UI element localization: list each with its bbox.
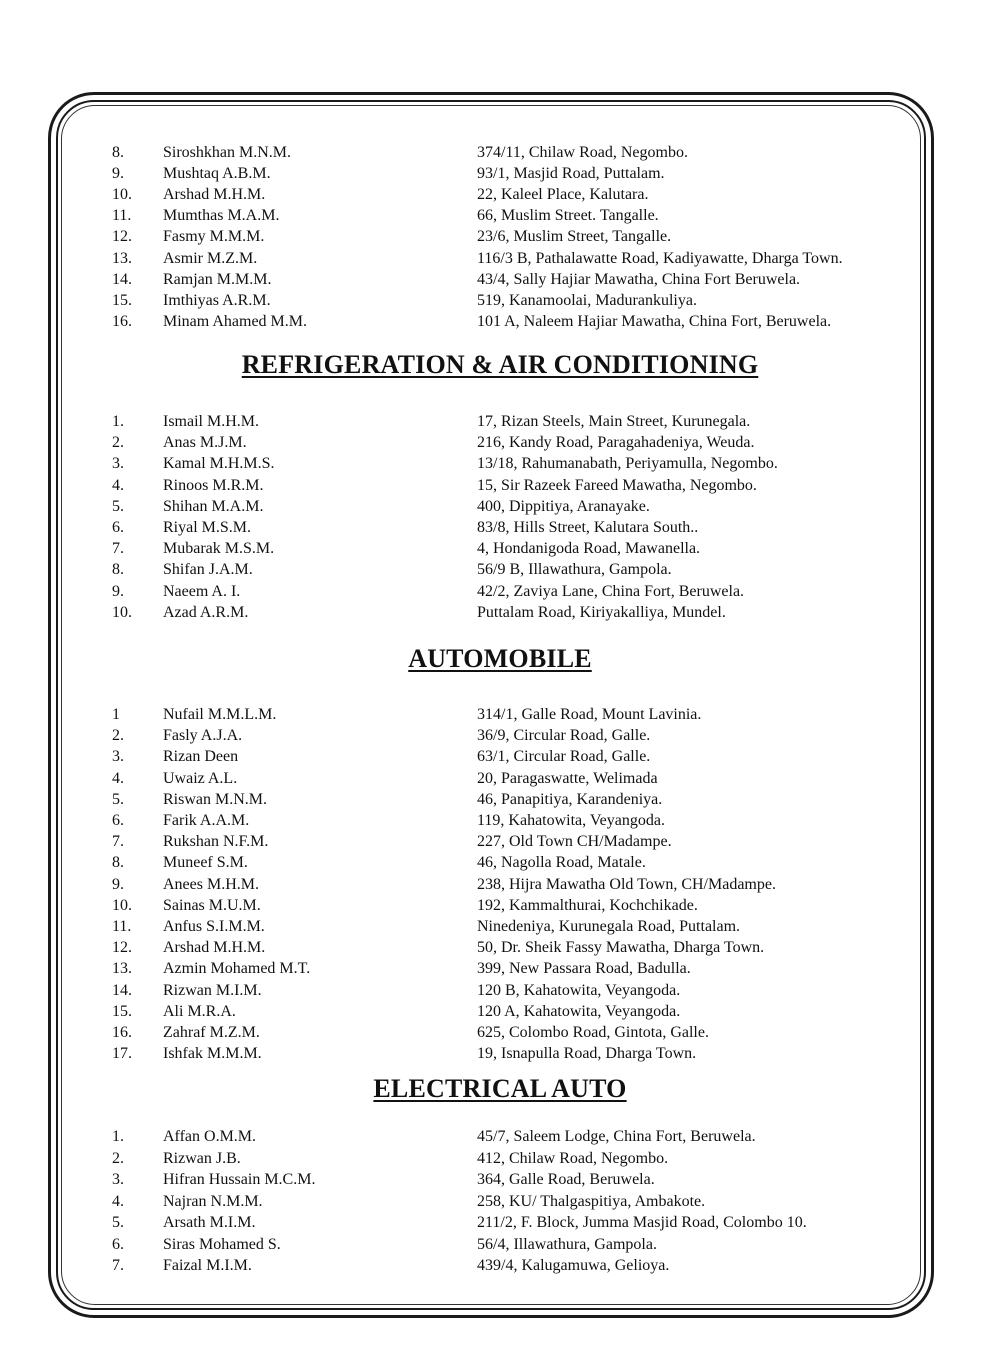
entry-number: 16. — [112, 1024, 132, 1041]
entry-address: 66, Muslim Street. Tangalle. — [477, 207, 659, 225]
list-item — [0, 517, 1000, 538]
list-item — [0, 916, 1000, 937]
entry-number: 10. — [112, 603, 132, 621]
entry-address: 56/4, Illawathura, Gampola. — [477, 1235, 657, 1253]
entry-address: 364, Galle Road, Beruwela. — [477, 1171, 655, 1188]
list-item — [0, 475, 1000, 496]
list-item — [0, 226, 1000, 247]
entry-number: 4. — [112, 769, 124, 787]
entry-number: 14. — [112, 270, 132, 288]
entry-address: 4, Hondanigoda Road, Mawanella. — [477, 540, 701, 558]
entry-number: 2. — [112, 434, 124, 452]
entry-address: 50, Dr. Sheik Fassy Mawatha, Dharga Town. — [477, 939, 765, 957]
entry-name: Affan O.M.M. — [163, 1128, 257, 1145]
list-item — [0, 704, 1000, 725]
list-item — [0, 453, 1000, 474]
list-item — [0, 958, 1000, 979]
list-item — [0, 538, 1000, 559]
entry-number: 6. — [112, 1235, 124, 1253]
entry-number: 3. — [112, 748, 124, 766]
entry-name: Rizwan M.I.M. — [163, 981, 262, 999]
entry-address: 216, Kandy Road, Paragahadeniya, Weuda. — [477, 434, 755, 452]
list-item — [0, 432, 1000, 453]
entry-name: Asmir M.Z.M. — [163, 249, 258, 267]
entry-address: 211/2, F. Block, Jumma Masjid Road, Colombo 10. — [477, 1214, 807, 1231]
entry-address: 83/8, Hills Street, Kalutara South.. — [477, 519, 699, 536]
entry-number: 15. — [112, 1002, 132, 1020]
entry-name: Farik A.A.M. — [163, 812, 250, 829]
entry-name: Anfus S.I.M.M. — [163, 918, 265, 935]
entry-address: 400, Dippitiya, Aranayake. — [477, 497, 650, 515]
list-item — [0, 1001, 1000, 1022]
list-item — [0, 895, 1000, 916]
entry-address: 314/1, Galle Road, Mount Lavinia. — [477, 706, 702, 723]
entry-number: 15. — [112, 291, 132, 309]
entry-name: Fasly A.J.A. — [163, 727, 243, 745]
entry-name: Riswan M.N.M. — [163, 790, 268, 808]
list-item — [0, 852, 1000, 873]
entry-number: 9. — [112, 875, 124, 893]
entry-name: Azmin Mohamed M.T. — [163, 960, 311, 978]
entry-address: 120 A, Kahatowita, Veyangoda. — [477, 1002, 681, 1020]
entry-number: 10. — [112, 186, 132, 204]
list-item — [0, 768, 1000, 789]
entry-name: Mushtaq A.B.M. — [163, 165, 271, 183]
list-item — [0, 1022, 1000, 1043]
list-item — [0, 831, 1000, 852]
entry-name: Anees M.H.M. — [163, 875, 259, 893]
entry-name: Siroshkhan M.N.M. — [163, 144, 292, 161]
list-item — [0, 142, 1000, 163]
entry-name: Kamal M.H.M.S. — [163, 455, 275, 473]
entry-number: 9. — [112, 165, 124, 183]
entry-name: Rizan Deen — [163, 748, 239, 766]
entry-address: 22, Kaleel Place, Kalutara. — [477, 186, 649, 204]
entry-address: 43/4, Sally Hajiar Mawatha, China Fort Beruwela. — [477, 270, 801, 288]
entry-address: 399, New Passara Road, Badulla. — [477, 960, 691, 978]
entry-address: 119, Kahatowita, Veyangoda. — [477, 812, 665, 829]
entry-address: 23/6, Muslim Street, Tangalle. — [477, 228, 672, 246]
entry-address: 192, Kammalthurai, Kochchikade. — [477, 896, 698, 914]
entry-address: 101 A, Naleem Hajiar Mawatha, China Fort, Beruwela. — [477, 312, 832, 330]
entry-number: 5. — [112, 1214, 124, 1231]
entry-number: 11. — [112, 207, 132, 225]
entry-name: Fasmy M.M.M. — [163, 228, 265, 246]
entry-name: Imthiyas A.R.M. — [163, 291, 271, 309]
entry-number: 3. — [112, 455, 124, 473]
list-item — [0, 980, 1000, 1001]
list-item — [0, 725, 1000, 746]
entry-name: Ramjan M.M.M. — [163, 270, 272, 288]
entry-number: 7. — [112, 833, 124, 851]
entry-name: Mumthas M.A.M. — [163, 207, 280, 225]
entry-address: 46, Panapitiya, Karandeniya. — [477, 790, 663, 808]
entry-number: 9. — [112, 582, 124, 600]
list-item — [0, 1234, 1000, 1255]
entry-number: 5. — [112, 790, 124, 808]
list-item — [0, 559, 1000, 580]
entry-address: 36/9, Circular Road, Galle. — [477, 727, 651, 745]
entry-number: 6. — [112, 812, 124, 829]
list-item — [0, 746, 1000, 767]
entry-number: 17. — [112, 1045, 132, 1063]
list-item — [0, 581, 1000, 602]
entry-name: Arsath M.I.M. — [163, 1214, 256, 1231]
entry-address: 42/2, Zaviya Lane, China Fort, Beruwela. — [477, 582, 745, 600]
entry-number: 2. — [112, 727, 124, 745]
section-heading: AUTOMOBILE — [408, 644, 592, 673]
entry-name: Nufail M.M.L.M. — [163, 706, 277, 723]
entry-number: 8. — [112, 144, 124, 161]
entry-number: 8. — [112, 854, 124, 872]
list-item — [0, 1126, 1000, 1147]
list-item — [0, 1191, 1000, 1212]
entry-name: Anas M.J.M. — [163, 434, 247, 452]
entry-name: Muneef S.M. — [163, 854, 248, 872]
entry-number: 1. — [112, 413, 124, 430]
list-item — [0, 269, 1000, 290]
entry-name: Zahraf M.Z.M. — [163, 1024, 260, 1041]
list-item — [0, 1212, 1000, 1233]
entry-number: 10. — [112, 896, 132, 914]
entry-number: 2. — [112, 1149, 124, 1167]
list-item — [0, 789, 1000, 810]
entry-name: Azad A.R.M. — [163, 603, 249, 621]
entry-address: Puttalam Road, Kiriyakalliya, Mundel. — [477, 603, 726, 621]
entry-name: Hifran Hussain M.C.M. — [163, 1171, 316, 1188]
list-item — [0, 163, 1000, 184]
entry-number: 7. — [112, 1257, 124, 1274]
entry-name: Rukshan N.F.M. — [163, 833, 269, 851]
entry-number: 13. — [112, 249, 132, 267]
entry-number: 13. — [112, 960, 132, 978]
list-item — [0, 184, 1000, 205]
entry-address: Ninedeniya, Kurunegala Road, Puttalam. — [477, 918, 741, 935]
list-item — [0, 311, 1000, 332]
entry-name: Najran N.M.M. — [163, 1192, 263, 1210]
entry-name: Arshad M.H.M. — [163, 939, 266, 957]
entry-number: 12. — [112, 228, 132, 246]
entry-address: 46, Nagolla Road, Matale. — [477, 854, 646, 872]
entry-address: 120 B, Kahatowita, Veyangoda. — [477, 981, 681, 999]
entry-address: 17, Rizan Steels, Main Street, Kurunegala. — [477, 413, 751, 430]
entry-number: 3. — [112, 1171, 124, 1188]
section-heading: REFRIGERATION & AIR CONDITIONING — [241, 350, 759, 379]
entry-name: Arshad M.H.M. — [163, 186, 266, 204]
entry-name: Shifan J.A.M. — [163, 561, 253, 579]
entry-number: 4. — [112, 476, 124, 494]
entry-number: 12. — [112, 939, 132, 957]
entry-name: Ali M.R.A. — [163, 1002, 236, 1020]
entry-address: 56/9 B, Illawathura, Gampola. — [477, 561, 672, 579]
entry-name: Mubarak M.S.M. — [163, 540, 275, 558]
entry-number: 7. — [112, 540, 124, 558]
entry-address: 13/18, Rahumanabath, Periyamulla, Negombo. — [477, 455, 778, 473]
entry-name: Shihan M.A.M. — [163, 497, 264, 515]
list-item — [0, 810, 1000, 831]
entry-number: 1. — [112, 1128, 124, 1145]
entry-number: 6. — [112, 519, 124, 536]
entry-address: 93/1, Masjid Road, Puttalam. — [477, 165, 665, 183]
list-item — [0, 205, 1000, 226]
entry-number: 4. — [112, 1192, 124, 1210]
entry-address: 374/11, Chilaw Road, Negombo. — [477, 144, 688, 161]
list-item — [0, 874, 1000, 895]
entry-address: 63/1, Circular Road, Galle. — [477, 748, 651, 766]
entry-number: 8. — [112, 561, 124, 579]
entry-name: Rinoos M.R.M. — [163, 476, 264, 494]
list-item — [0, 411, 1000, 432]
entry-name: Minam Ahamed M.M. — [163, 312, 307, 330]
entry-address: 439/4, Kalugamuwa, Gelioya. — [477, 1257, 670, 1274]
list-item — [0, 290, 1000, 311]
entry-address: 116/3 B, Pathalawatte Road, Kadiyawatte, Dharga Town. — [477, 249, 843, 267]
entry-address: 625, Colombo Road, Gintota, Galle. — [477, 1024, 709, 1041]
list-item — [0, 1043, 1000, 1064]
entry-address: 238, Hijra Mawatha Old Town, CH/Madampe. — [477, 875, 776, 893]
entry-address: 412, Chilaw Road, Negombo. — [477, 1149, 669, 1167]
entry-name: Sainas M.U.M. — [163, 896, 261, 914]
entry-name: Uwaiz A.L. — [163, 769, 238, 787]
entry-address: 519, Kanamoolai, Madurankuliya. — [477, 291, 697, 309]
list-item — [0, 496, 1000, 517]
entry-name: Ismail M.H.M. — [163, 413, 259, 430]
entry-address: 227, Old Town CH/Madampe. — [477, 833, 672, 851]
section-heading: ELECTRICAL AUTO — [373, 1074, 627, 1103]
entry-address: 45/7, Saleem Lodge, China Fort, Beruwela. — [477, 1128, 756, 1145]
entry-address: 15, Sir Razeek Fareed Mawatha, Negombo. — [477, 476, 757, 494]
entry-address: 258, KU/ Thalgaspitiya, Ambakote. — [477, 1192, 706, 1210]
entry-name: Faizal M.I.M. — [163, 1257, 252, 1274]
entry-address: 19, Isnapulla Road, Dharga Town. — [477, 1045, 697, 1063]
entry-name: Rizwan J.B. — [163, 1149, 241, 1167]
list-item — [0, 602, 1000, 623]
entry-number: 16. — [112, 312, 132, 330]
entry-number: 11. — [112, 918, 132, 935]
entry-name: Ishfak M.M.M. — [163, 1045, 262, 1063]
entry-address: 20, Paragaswatte, Welimada — [477, 769, 658, 787]
entry-number: 14. — [112, 981, 132, 999]
list-item — [0, 1255, 1000, 1276]
entry-number: 5. — [112, 497, 124, 515]
entry-name: Riyal M.S.M. — [163, 519, 252, 536]
list-item — [0, 248, 1000, 269]
entry-name: Siras Mohamed S. — [163, 1235, 281, 1253]
entry-number: 1 — [112, 706, 120, 723]
entry-name: Naeem A. I. — [163, 582, 241, 600]
list-item — [0, 937, 1000, 958]
list-item — [0, 1148, 1000, 1169]
list-item — [0, 1169, 1000, 1190]
